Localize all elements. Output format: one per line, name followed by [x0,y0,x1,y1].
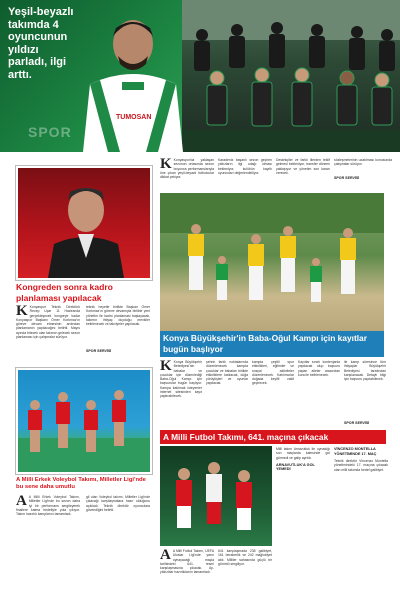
drop-cap: K [160,358,172,374]
kongre-headline: Kongreden sonra kadro planlaması yapılacak [16,282,113,303]
drop-cap: K [16,303,28,319]
sponsor-logo: TUMOSAN [116,114,152,121]
top-text-col1: K Konyaspor'da yaklaşan sezonun ortasında sezon boyunca performanslarıyla öne çıkan yeşil-beyazlı futbolcular dikkat çekiyor. [160,156,214,180]
top-source: SPOR SERVİSİ [334,176,360,180]
top-text-col3: Destekçiler ve farklı illerden teklif gelmesi bekleniyor, transfer dönemi yaklaşıyor ve yönetim son kararı verecek. [276,158,330,175]
milli-subhead-2: VİNCENZO MONTELLA YÖNETİMİNDE 17. MAÇ [334,447,377,456]
camp-photo [160,193,384,331]
kamp-source: SPOR SERVİSİ [344,421,370,425]
volley-text-col2: gil olan Voleybol takımı, Milletler Ligi'nde çıkacağı karşılaşmalara hazır olduğunu açıkladı. Teknik direktör oyunculara güvendiğini belirtti. [86,495,150,512]
kongre-text-col2: teknik heyetle birlikte Başkan Ömer Korkmaz'ın göreve devamıyla birlikte yeni yönetim ile kadro planlaması başlayacak, takımın ihtiyaç duyduğu mevkiler belirlenecek ve takviyeler yapılacak. [86,305,150,327]
milli-text-col4: VİNCENZO MONTELLA YÖNETİMİNDE 17. MAÇ Teknik direktör Vincenzo Montella yönetimindeki 17. maçına çıkacak olan milli takımda hedef galibiyet. [334,447,388,472]
top-text-col4: sözleşmelerinin uzatılması konusunda çalışmalar sürüyor. [334,158,392,167]
kamp-text-col1: K Konya Büyükşehir Belediyesi'nin babalar ve çocuklar için düzenlediği Baba-Oğul Kampı için başvurular bugün başlıyor. Kampa katılmak isteyenler internet sitesinden kayıt yaptırabilecek. [160,358,202,399]
kongre-source: SPOR SERVİSİ [86,349,112,353]
drop-cap: A [160,547,171,563]
kamp-text-col5: ile kamp süresince tüm ihtiyaçlar Büyükşehir Belediyesi tarafından karşılanacak. Detaylı bilgi için başvuru yapılabilecek. [344,360,386,382]
kamp-text-col4: Kayıtlar sınırlı kontenjanla yapılacak olup başvuru yapan aileler arasından kura ile belirlenecek. [298,360,340,377]
kamp-headline: Konya Büyükşehir'in Baba-Oğul Kampı için kayıtlar bugün başlıyor [163,333,367,354]
milli-headline: A Milli Futbol Takımı, 641. maçına çıkacak [163,432,329,442]
drop-cap: A [16,493,27,509]
spor-stamp: SPOR [28,124,72,140]
volley-text-col1: A A Milli Erkek Voleybol Takımı, Milletler Ligi'nde bu sezon daha iyi bir performans sergileyerek finallere kalma hedefiyle yola çıkıyor. Takım hazırlık kamplarını tamamladı. [16,493,80,517]
milli-text-col3: Milli takım Arnavutluk ile oynadığı son maçlarda kalesinde gol görmedi ve galip ayrıldı. ARNAVUTLUK'A GOL YEMEDİ [276,447,330,472]
volley-headline: A Milli Erkek Voleybol Takımı, Milletler Ligi'nde bu sene daha umutlu [16,477,146,491]
drop-cap: K [160,156,172,172]
top-headline: Yeşil-beyazlı takımda 4 oyuncunun yıldızı parladı, ilgi arttı. [8,6,74,81]
kamp-text-col2: şehrin farklı noktalarında düzenlenecek kampta çocuklar ve babaları birlikte etkinliklere katılacak, doğa yürüyüşleri ve oyunlar yapılacak. [206,360,248,386]
top-text-col2: Karadeniz başarılı sezon geçiren yıldızların ilgi odağı olması bekleniyor, kulübün kayıtlı oyuncuları değerlendiriliyor. [218,158,272,175]
player-portrait [78,6,188,152]
kamp-text-col3: kampta çeşitli spor etkinlikleri, eğitimler ve sosyal aktiviteler düzenlenecek. Katılımcılar doğada keyifli vakit geçirecek. [252,360,294,386]
milli-text-col2: 641 karşılaşmada 238 galibiyet, 161 beraberlik ve 242 mağlubiyet aldı. Milliler sahasında güçlü bir görüntü sergiliyor. [218,549,272,566]
volleyball-photo [16,368,152,474]
coach-photo [16,166,152,280]
milli-subhead-1: ARNAVUTLUK'A GOL YEMEDİ [276,462,315,472]
football-photo [160,446,272,546]
kongre-text-col1: K Konyaspor Teknik Direktörü Recep Uçar 11 Haziranda gerçekleşecek kongreye kadar Konyaspor Başkanı Ömer Korkmaz'ın göreve devam etmesinin ardından planlamanın yapılacağını belirtti. Mayıs ayında bitecek olan takımın gelecek sezon planlaması için çalışmalar sürüyor. [16,303,80,340]
team-players-illustration [182,0,400,152]
team-photo [182,0,400,152]
milli-text-col1: A A Milli Futbol Takımı, UEFA Uluslar Ligi'nde yarın oynayacağı maçla tarihindeki 641. resmi karşılaşmasına çıkacak. Ay-yıldızlılar hazırlıklarını tamamladı. [160,547,214,575]
